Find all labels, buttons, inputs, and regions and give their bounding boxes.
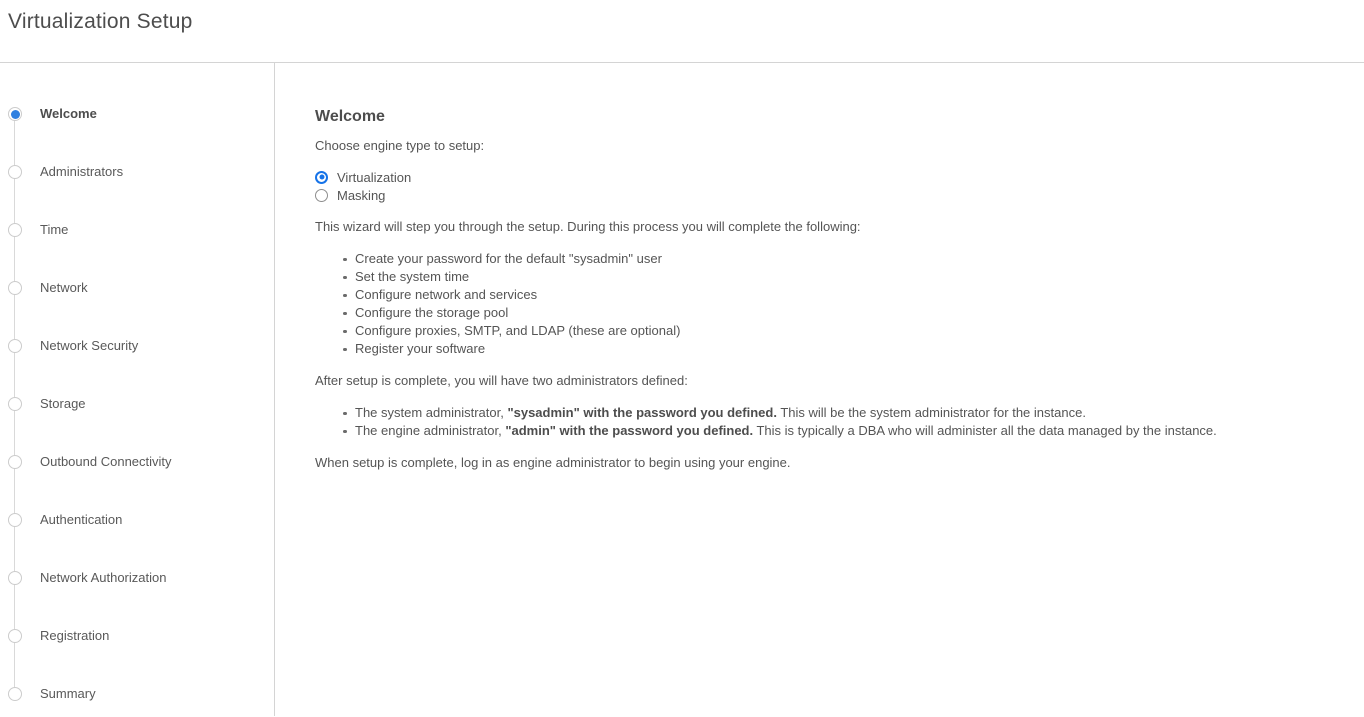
sidebar-step-authentication[interactable] [0,513,274,571]
step-label: Storage [40,396,86,411]
step-active-radio-icon [8,107,22,121]
engine-type-radio-group [315,168,1334,204]
step-label: Welcome [40,106,97,121]
sidebar-step-network-security[interactable] [0,339,274,397]
admins-intro-text: After setup is complete, you will have two administrators defined: [315,373,688,388]
radio-selected-icon[interactable] [315,171,328,184]
admin-text-bold: "sysadmin" with the password you defined. [507,405,777,420]
engine-option-virtualization[interactable] [315,168,1334,186]
step-label: Summary [40,686,96,701]
administrator-item [355,404,1334,422]
step-label: Network [40,280,88,295]
step-label: Network Security [40,338,139,353]
administrator-item [355,422,1334,440]
step-label: Authentication [40,512,123,527]
sidebar-step-registration[interactable] [0,629,274,687]
admin-text-suffix: This is typically a DBA who will administer all the data managed by the instance. [753,423,1217,438]
engine-option-masking[interactable] [315,186,1334,204]
admin-text-prefix: The engine administrator, [355,423,506,438]
content-heading: Welcome [315,108,385,125]
step-radio-icon [8,165,22,179]
wizard-stepper-sidebar [0,63,275,716]
step-radio-icon [8,687,22,701]
step-label: Administrators [40,164,124,179]
admin-text-suffix: This will be the system administrator for the instance. [776,405,1086,420]
step-radio-icon [8,513,22,527]
page-title: Virtualization Setup [8,10,193,33]
sidebar-step-welcome[interactable] [0,107,274,165]
main-layout [0,63,1364,716]
completion-note-text: When setup is complete, log in as engine administrator to begin using your engine. [315,455,791,470]
setup-task-item: Configure network and services [355,286,1334,304]
step-label: Registration [40,628,110,643]
step-radio-icon [8,223,22,237]
setup-task-item: Set the system time [355,268,1334,286]
step-label: Outbound Connectivity [40,454,172,469]
wizard-content-panel [275,63,1364,716]
step-radio-icon [8,629,22,643]
step-radio-icon [8,571,22,585]
engine-type-prompt: Choose engine type to setup: [315,138,485,153]
admin-text-bold: "admin" with the password you defined. [505,423,754,438]
sidebar-step-summary[interactable] [0,687,274,717]
step-radio-icon [8,455,22,469]
sidebar-step-storage[interactable] [0,397,274,455]
step-radio-icon [8,339,22,353]
sidebar-step-network[interactable] [0,281,274,339]
setup-task-item: Register your software [355,340,1334,358]
sidebar-step-administrators[interactable] [0,165,274,223]
radio-label[interactable]: Virtualization [337,169,412,185]
setup-task-item: Configure proxies, SMTP, and LDAP (these are optional) [355,322,1334,340]
sidebar-step-network-authorization[interactable] [0,571,274,629]
setup-tasks-list [315,250,1334,358]
sidebar-step-time[interactable] [0,223,274,281]
sidebar-step-outbound-connectivity[interactable] [0,455,274,513]
step-label: Time [40,222,69,237]
wizard-intro-text: This wizard will step you through the setup. During this process you will complete the following: [315,219,861,234]
administrators-list [315,404,1334,440]
radio-label[interactable]: Masking [337,187,386,203]
setup-task-item: Create your password for the default "sysadmin" user [355,250,1334,268]
admin-text-prefix: The system administrator, [355,405,508,420]
step-label: Network Authorization [40,570,167,585]
radio-unselected-icon[interactable] [315,189,328,202]
page-header [0,0,1364,63]
step-radio-icon [8,397,22,411]
step-radio-icon [8,281,22,295]
setup-task-item: Configure the storage pool [355,304,1334,322]
